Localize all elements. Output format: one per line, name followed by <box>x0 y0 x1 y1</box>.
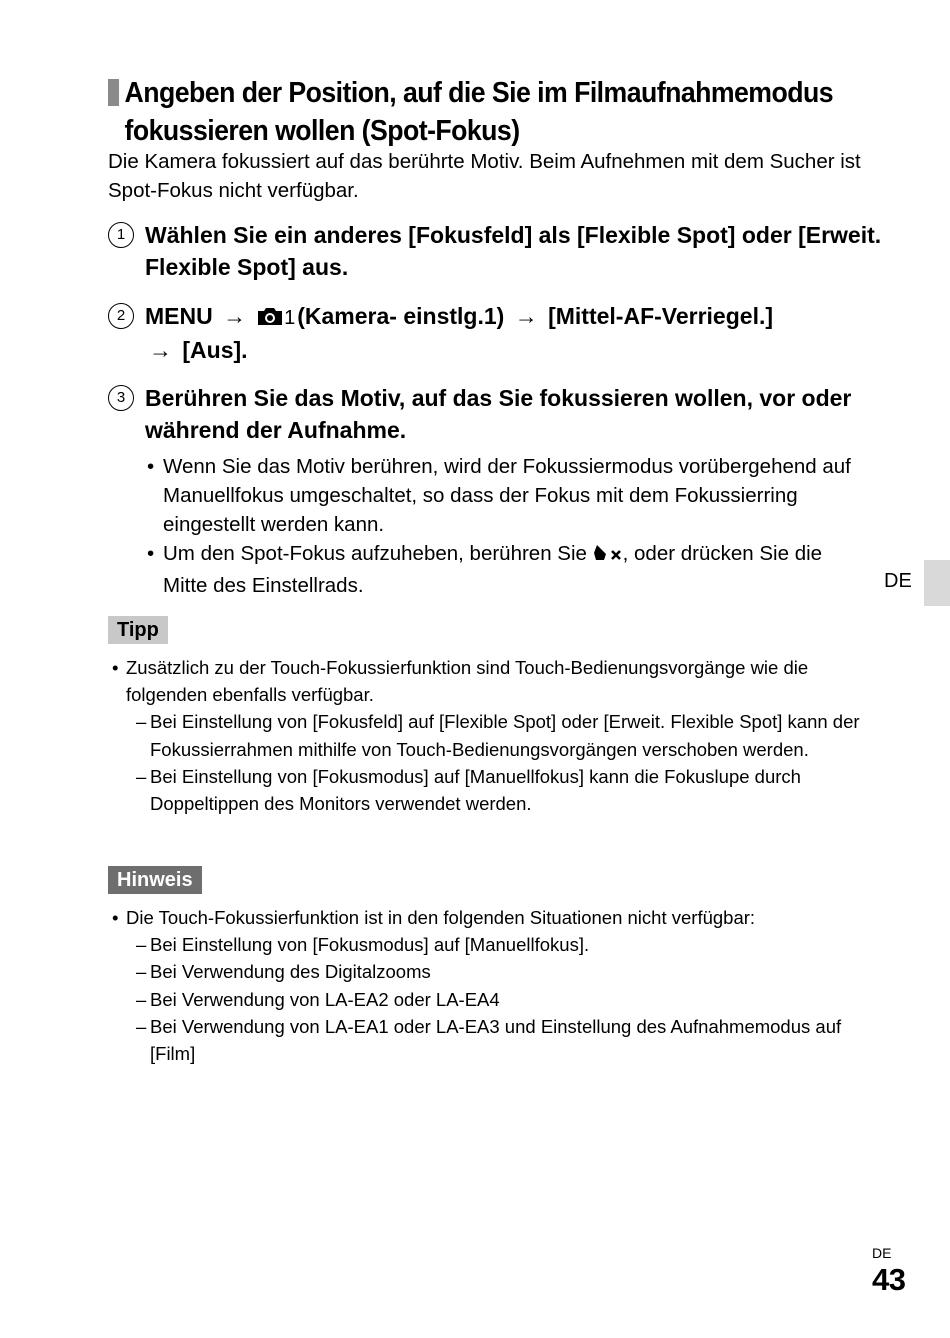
sub-list <box>126 931 882 1067</box>
arrow-icon: → <box>223 303 247 329</box>
menu-value: [Aus]. <box>182 337 248 363</box>
camera-icon <box>256 306 284 326</box>
note-list <box>112 904 882 1067</box>
step-text: Berühren Sie das Motiv, auf das Sie fokussieren wollen, vor oder während der Aufnahme. <box>145 385 852 443</box>
tip-label: Tipp <box>108 616 168 644</box>
sub-list-item: – Bei Verwendung von LA-EA1 oder LA-EA3 und Einstellung des Aufnahmemodus auf [Film] <box>136 1013 882 1067</box>
note-label: Hinweis <box>108 866 202 894</box>
step-text: Wählen Sie ein anderes [Fokusfeld] als [Flexible Spot] oder [Erweit. Flexible Spot] aus. <box>145 222 882 280</box>
step-1 <box>108 219 888 283</box>
menu-label: MENU <box>145 303 213 329</box>
section-heading <box>108 74 835 150</box>
sub-list-item: – Bei Einstellung von [Fokusfeld] auf [Flexible Spot] oder [Erweit. Flexible Spot] kann der Fokussierrahmen mithilfe von Touch-Bedienungsvorgängen verschoben werden. <box>136 708 882 762</box>
language-tab-label: DE <box>884 570 912 592</box>
sub-list-item: – Bei Einstellung von [Fokusmodus] auf [Manuellfokus]. <box>136 931 882 958</box>
list-item-text: Um den Spot-Fokus aufzuheben, berühren Sie <box>163 542 587 565</box>
footer-language: DE <box>872 1245 892 1261</box>
camera-settings-label: (Kamera- einstlg.1) <box>297 303 505 329</box>
step-number: 2 <box>108 303 134 329</box>
step-3 <box>108 382 888 446</box>
camera-tab-number: 1 <box>284 307 296 329</box>
list-item-text: Zusätzlich zu der Touch-Fokussierfunktion sind Touch-Bedienungsvorgänge wie die folgenden ebenfalls verfügbar. <box>126 657 809 706</box>
language-tab-marker <box>924 560 950 606</box>
list-item <box>112 904 882 1067</box>
sub-list-item: – Bei Verwendung des Digitalzooms <box>136 958 882 985</box>
arrow-icon: → <box>514 303 538 329</box>
list-item <box>147 539 867 600</box>
heading-line-2: fokussieren wollen (Spot-Fokus) <box>124 115 520 147</box>
tip-list <box>112 654 882 817</box>
touch-cancel-icon <box>593 542 623 571</box>
intro-paragraph: Die Kamera fokussiert auf das berührte Motiv. Beim Aufnehmen mit dem Sucher ist Spot-Fokus nicht verfügbar. <box>108 150 861 202</box>
arrow-icon: → <box>149 337 172 363</box>
page-number: 43 <box>872 1262 906 1297</box>
step-3-notes <box>147 452 867 600</box>
list-item-text: Die Touch-Fokussierfunktion ist in den folgenden Situationen nicht verfügbar: <box>126 907 756 928</box>
heading-line-1: Angeben der Position, auf die Sie im Filmaufnahmemodus <box>124 77 834 109</box>
sub-list-item: – Bei Verwendung von LA-EA2 oder LA-EA4 <box>136 986 882 1013</box>
step-number: 1 <box>108 222 134 248</box>
step-text <box>145 300 888 366</box>
sub-list <box>126 708 882 817</box>
list-item: • Wenn Sie das Motiv berühren, wird der Fokussiermodus vorübergehend auf Manuellfokus umgeschaltet, so dass der Fokus mit dem Fokussierring eingestellt werden kann. <box>147 452 867 539</box>
heading-marker <box>108 79 119 106</box>
step-2 <box>108 300 888 366</box>
step-number: 3 <box>108 385 134 411</box>
list-item <box>112 654 882 817</box>
list-item-text: , oder drücken Sie die Mitte des Einstellrads. <box>163 542 823 597</box>
sub-list-item: – Bei Einstellung von [Fokusmodus] auf [Manuellfokus] kann die Fokuslupe durch Doppeltippen des Monitors verwendet werden. <box>136 763 882 817</box>
menu-item: [Mittel-AF-Verriegel.] <box>548 303 774 329</box>
